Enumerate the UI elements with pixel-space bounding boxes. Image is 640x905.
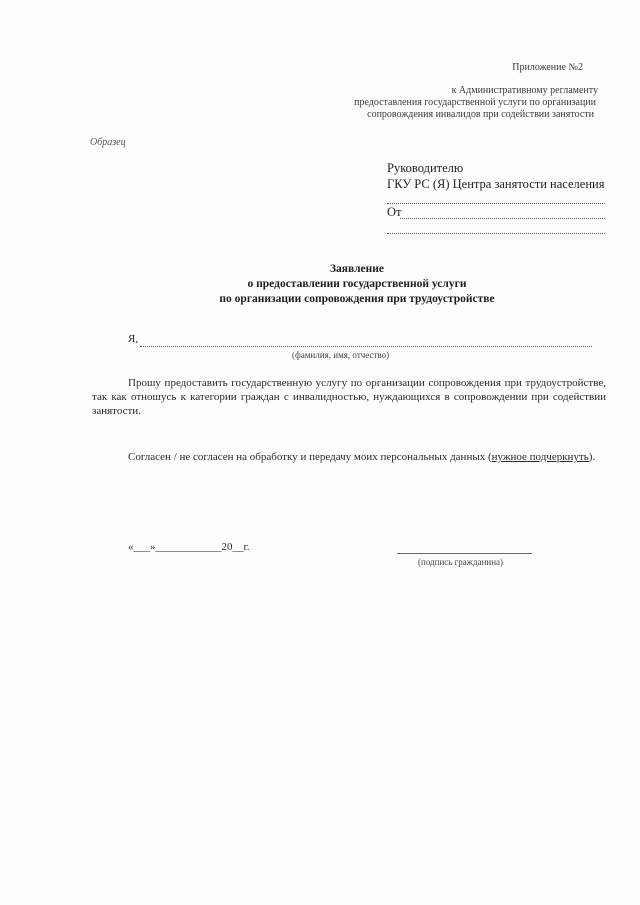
annex-line-1: к Административному регламенту: [451, 85, 598, 96]
request-paragraph: Прошу предоставить государственную услугу по организации сопровождения при трудоустройстве, так как отношусь к категории граждан с инвалидностью, нуждающихся в сопровождении при содействии занятости.: [92, 377, 606, 417]
document-subtitle-1: о предоставлении государственной услуги: [247, 278, 467, 290]
addressee-line-2: ГКУ РС (Я) Центра занятости населения: [387, 177, 605, 191]
addressee-blank-line-2: [387, 233, 605, 234]
signature-caption: (подпись гражданина): [418, 557, 504, 567]
from-label: От: [387, 205, 402, 219]
applicant-caption: (фамилия, имя, отчество): [292, 350, 390, 360]
addressee-blank-line-1: [387, 203, 605, 204]
consent-paragraph: [92, 450, 606, 464]
document-title: Заявление: [329, 263, 384, 275]
from-blank-line: [400, 218, 605, 219]
consent-end: ).: [588, 451, 596, 463]
consent-text: Согласен / не согласен на обработку и передачу моих персональных данных (: [128, 451, 492, 463]
signature-line: [397, 553, 532, 554]
applicant-prefix: Я,: [128, 333, 139, 345]
sample-label: Образец: [90, 137, 126, 148]
addressee-line-1: Руководителю: [387, 161, 464, 175]
annex-line-2: предоставления государственной услуги по организации: [354, 97, 596, 108]
document-subtitle-2: по организации сопровождения при трудоустройстве: [219, 293, 495, 305]
annex-title: Приложение №2: [512, 62, 583, 73]
annex-line-3: сопровождения инвалидов при содействии занятости: [367, 109, 594, 120]
date-field: «___»____________20__г.: [128, 541, 250, 553]
applicant-name-line: [140, 346, 592, 347]
consent-underlined-note: нужное подчеркнуть: [491, 451, 589, 463]
